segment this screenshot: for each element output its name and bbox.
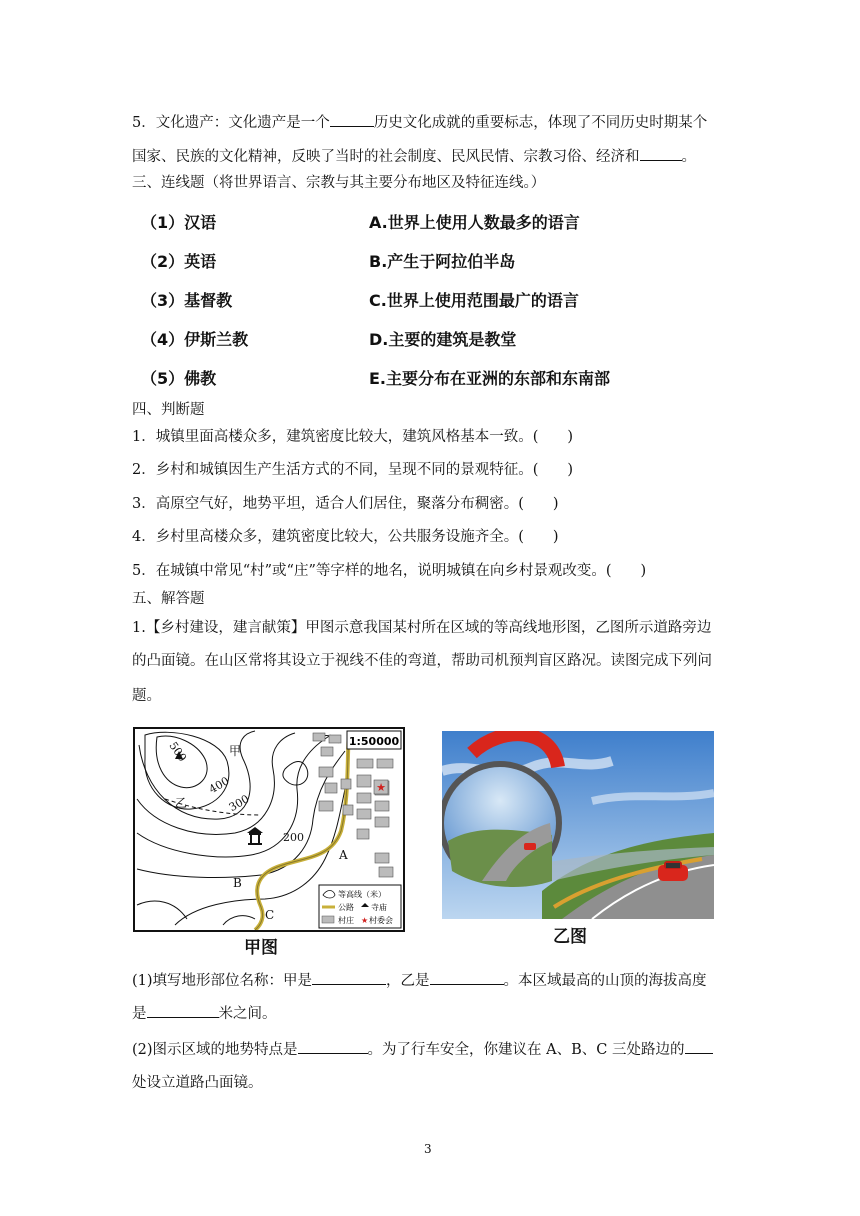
svg-text:★: ★ <box>376 781 386 794</box>
judge-item-3[interactable]: 3．高原空气好，地势平坦，适合人们居住，聚落分布稠密。( ) <box>132 496 559 512</box>
section5-heading: 五、解答题 <box>132 591 205 607</box>
legend-contour: 等高线（米） <box>338 890 386 899</box>
q1-text-line1: 1.【乡村建设，建言献策】甲图示意我国某村所在区域的等高线地形图，乙图所示道路旁边 <box>132 620 712 636</box>
match-right-c[interactable]: C.世界上使用范围最广的语言 <box>369 291 579 310</box>
page-number: 3 <box>424 1142 432 1156</box>
q5-line1 <box>132 112 707 133</box>
sub1-line1 <box>132 970 707 991</box>
section4-heading: 四、判断题 <box>132 402 205 418</box>
q1-text-line2: 的凸面镜。在山区常将其设立于视线不佳的弯道，帮助司机预判盲区路况。读图完成下列问 <box>132 653 712 669</box>
map-label-yi: 乙 <box>175 796 188 810</box>
legend-committee: 村委会 <box>369 916 393 925</box>
map-legend <box>319 885 401 928</box>
sub2-text-a: (2)图示区域的地势特点是 <box>132 1042 298 1058</box>
match-left-5[interactable]: （5）佛教 <box>141 369 217 388</box>
match-left-4[interactable]: （4）伊斯兰教 <box>141 330 249 349</box>
match-right-a[interactable]: A.世界上使用人数最多的语言 <box>369 213 580 232</box>
contour-label-300: 300 <box>226 792 252 815</box>
sub2-blank-location[interactable] <box>685 1039 713 1054</box>
sub1-text-b: ，乙是 <box>386 973 430 989</box>
judge-item-2[interactable]: 2．乡村和城镇因生产生活方式的不同，呈现不同的景观特征。( ) <box>132 462 574 478</box>
judge-item-4[interactable]: 4．乡村里高楼众多，建筑密度比较大，公共服务设施齐全。( ) <box>132 529 559 545</box>
q5-blank-2[interactable] <box>640 146 682 161</box>
convex-mirror-photo <box>442 731 714 919</box>
legend-road: 公路 <box>338 903 354 912</box>
sub1-blank-jia[interactable] <box>312 970 386 985</box>
village-houses <box>313 733 393 877</box>
q5-line2 <box>132 146 696 167</box>
sub2-line1 <box>132 1039 713 1060</box>
section3-heading: 三、连线题（将世界语言、宗教与其主要分布地区及特征连线。） <box>132 175 546 191</box>
sub1-text-d: 是 <box>132 1006 147 1022</box>
q5-text-c: 国家、民族的文化精神，反映了当时的社会制度、民风民情、宗教习俗、经济和 <box>132 149 640 165</box>
judge-item-5[interactable]: 5．在城镇中常见“村”或“庄”等字样的地名，说明城镇在向乡村景观改变。( ) <box>132 563 647 579</box>
match-right-d[interactable]: D.主要的建筑是教堂 <box>369 330 517 349</box>
map-label-a: A <box>339 848 348 862</box>
contour-label-200: 200 <box>283 831 304 844</box>
map-label-c: C <box>265 908 275 922</box>
sub1-line2 <box>132 1003 277 1024</box>
contour-label-400: 400 <box>206 774 232 797</box>
legend-temple: 寺庙 <box>371 903 387 912</box>
q5-text-b: 历史文化成就的重要标志，体现了不同历史时期某个 <box>373 115 708 131</box>
match-right-e[interactable]: E.主要分布在亚洲的东部和东南部 <box>369 369 611 388</box>
map-scale: 1:50000 <box>348 735 400 748</box>
legend-village-icon <box>322 916 334 923</box>
map-label-jia: 甲 <box>229 744 242 758</box>
match-left-2[interactable]: （2）英语 <box>141 252 217 271</box>
sub2-line2: 处设立道路凸面镜。 <box>132 1075 263 1091</box>
village-committee-icon <box>374 780 388 794</box>
photo-caption: 乙图 <box>553 927 587 947</box>
map-label-b: B <box>233 876 242 890</box>
contour-500 <box>156 736 207 788</box>
match-left-3[interactable]: （3）基督教 <box>141 291 233 310</box>
q1-text-line3: 题。 <box>132 688 161 704</box>
contour-label-500: 500 <box>166 739 190 765</box>
sub1-blank-yi[interactable] <box>430 970 504 985</box>
legend-star-icon: ★ <box>361 916 369 925</box>
match-right-b[interactable]: B.产生于阿拉伯半岛 <box>369 252 516 271</box>
sub1-text-a: (1)填写地形部位名称：甲是 <box>132 973 313 989</box>
judge-item-1[interactable]: 1．城镇里面高楼众多，建筑密度比较大，建筑风格基本一致。( ) <box>132 429 574 445</box>
map-caption: 甲图 <box>244 938 278 958</box>
sub2-text-b: 。为了行车安全，你建议在 A、B、C 三处路边的 <box>367 1042 685 1058</box>
q5-text-d: 。 <box>681 149 696 165</box>
sub1-text-e: 米之间。 <box>218 1006 277 1022</box>
legend-village: 村庄 <box>338 916 354 925</box>
sub1-blank-height[interactable] <box>147 1003 219 1018</box>
q5-text-a: 5．文化遗产：文化遗产是一个 <box>132 115 330 131</box>
convex-mirror-svg <box>442 731 714 919</box>
q5-blank-1[interactable] <box>330 112 374 127</box>
contour-map-svg <box>135 729 403 930</box>
contour-map <box>133 727 405 932</box>
temple-icon <box>247 827 263 845</box>
match-left-1[interactable]: （1）汉语 <box>141 213 217 232</box>
sub1-text-c: 。本区域最高的山顶的海拔高度 <box>503 973 707 989</box>
sub2-blank-terrain[interactable] <box>298 1039 368 1054</box>
